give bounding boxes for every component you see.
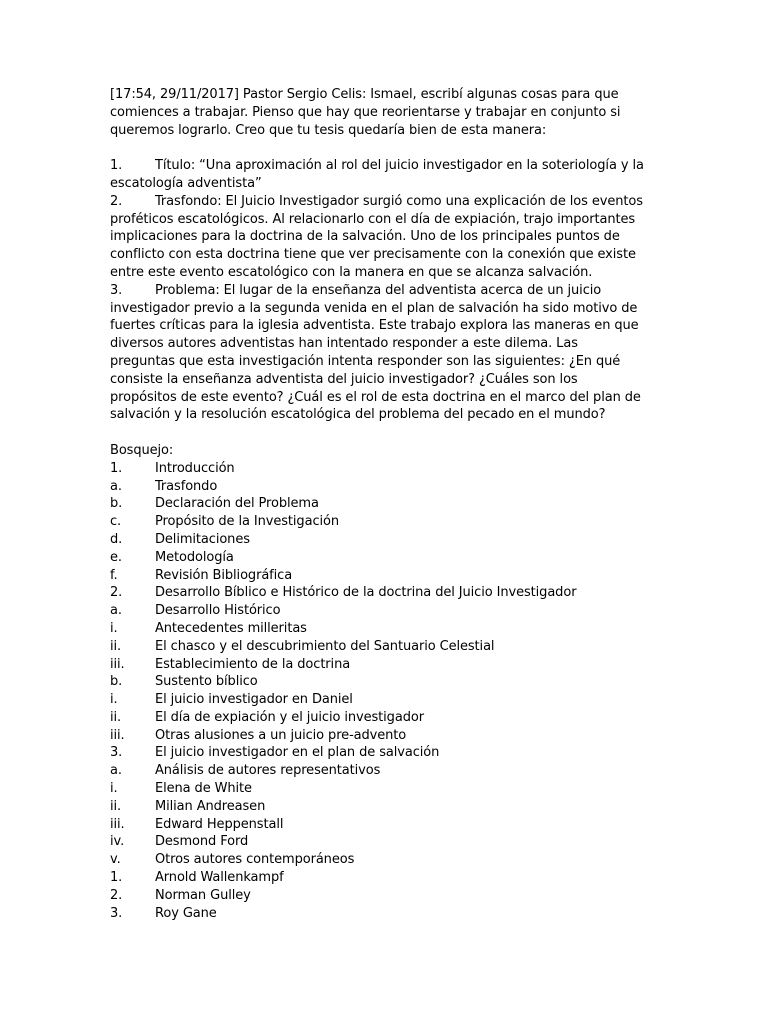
outline-item: [110, 727, 646, 745]
item-text: Título: “Una aproximación al rol del juicio investigador en la soteriología y la escatología adventista”: [110, 158, 644, 191]
outline-item: [110, 691, 646, 709]
item-text: Problema: El lugar de la enseñanza del adventista acerca de un juicio investigador previo a la segunda venida en el plan de salvación ha sido motivo de fuertes críticas para la iglesia adventista. Este trabajo explora las maneras en que diversos autores adventistas han intentado responder a este dilema. Las preguntas que esta investigación intenta responder son las siguientes: ¿En qué consiste la enseñanza adventista del juicio investigador? ¿Cuáles son los propósitos de este evento? ¿Cuál es el rol de esta doctrina en el marco del plan de salvación y la resolución escatológica del problema del pecado en el mundo?: [110, 282, 641, 423]
item-number: 2.: [110, 193, 123, 209]
outline-number: iii.: [110, 727, 125, 743]
outline-number: iv.: [110, 834, 125, 850]
outline-item: [110, 531, 646, 549]
outline-text: Otras alusiones a un juicio pre-advento: [155, 727, 407, 743]
outline-number: iii.: [110, 816, 125, 832]
outline-item: [110, 833, 646, 851]
outline-text: Metodología: [155, 549, 234, 565]
outline-number: b.: [110, 674, 123, 690]
outline-text: Establecimiento de la doctrina: [155, 656, 351, 672]
outline-heading: Bosquejo:: [110, 442, 174, 458]
outline-number: d.: [110, 531, 123, 547]
outline-number: c.: [110, 514, 122, 530]
outline-number: a.: [110, 763, 122, 779]
outline-text: Desarrollo Histórico: [155, 603, 281, 619]
outline-text: El día de expiación y el juicio investigador: [155, 709, 424, 725]
intro-paragraph: [17:54, 29/11/2017] Pastor Sergio Celis: Ismael, escribí algunas cosas para que comiences a trabajar. Pienso que hay que reorientarse y trabajar en conjunto si queremos lograrlo. Creo que tu tesis quedaría bien de esta manera:: [110, 87, 621, 138]
item-text: Trasfondo: El Juicio Investigador surgió como una explicación de los eventos proféticos escatológicos. Al relacionarlo con el día de expiación, trajo importantes implicaciones para la doctrina de la salvación. Uno de los principales puntos de conflicto con esta doctrina tiene que ver precisamente con la conexión que existe entre este evento escatológico con la manera en que se alcanza salvación.: [110, 193, 643, 280]
outline-item: [110, 744, 646, 762]
outline-number: a.: [110, 478, 122, 494]
outline-text: Desarrollo Bíblico e Histórico de la doctrina del Juicio Investigador: [155, 585, 577, 601]
outline-number: 1.: [110, 870, 123, 886]
outline-item: [110, 762, 646, 780]
outline-number: v.: [110, 852, 121, 868]
outline-item: [110, 887, 646, 905]
outline-item: [110, 567, 646, 585]
outline-item: [110, 851, 646, 869]
outline-text: Introducción: [155, 460, 235, 476]
outline-number: a.: [110, 603, 122, 619]
outline-text: El chasco y el descubrimiento del Santuario Celestial: [155, 638, 495, 654]
item-number: 1.: [110, 158, 123, 174]
outline-item: [110, 478, 646, 496]
outline-text: Edward Heppenstall: [155, 816, 284, 832]
outline-number: i.: [110, 620, 118, 636]
outline-item: [110, 584, 646, 602]
outline-text: Elena de White: [155, 781, 252, 797]
outline-text: Roy Gane: [155, 905, 217, 921]
outline-number: 3.: [110, 745, 123, 761]
outline-number: i.: [110, 692, 118, 708]
outline-text: Desmond Ford: [155, 834, 249, 850]
outline-item: [110, 709, 646, 727]
document-page: [110, 86, 646, 922]
outline-item: [110, 602, 646, 620]
outline-text: El juicio investigador en el plan de salvación: [155, 745, 440, 761]
outline-item: [110, 656, 646, 674]
outline-number: ii.: [110, 798, 122, 814]
outline-item: [110, 905, 646, 923]
outline-text: Antecedentes milleritas: [155, 620, 307, 636]
outline-number: e.: [110, 549, 122, 565]
spacer: [110, 139, 646, 157]
outline-text: Análisis de autores representativos: [155, 763, 381, 779]
outline-number: 2.: [110, 585, 123, 601]
outline-text: Declaración del Problema: [155, 496, 319, 512]
outline-number: 2.: [110, 887, 123, 903]
outline-text: Propósito de la Investigación: [155, 514, 340, 530]
outline-list: [110, 460, 646, 923]
outline-text: Milian Andreasen: [155, 798, 266, 814]
outline-number: iii.: [110, 656, 125, 672]
outline-number: ii.: [110, 638, 122, 654]
outline-number: ii.: [110, 709, 122, 725]
outline-text: Revisión Bibliográfica: [155, 567, 293, 583]
outline-item: [110, 798, 646, 816]
numbered-item-problem: [110, 282, 646, 424]
outline-text: Trasfondo: [155, 478, 218, 494]
outline-text: Norman Gulley: [155, 887, 251, 903]
outline-item: [110, 638, 646, 656]
outline-number: b.: [110, 496, 123, 512]
outline-number: f.: [110, 567, 118, 583]
outline-text: El juicio investigador en Daniel: [155, 692, 353, 708]
outline-item: [110, 869, 646, 887]
outline-item: [110, 780, 646, 798]
outline-text: Otros autores contemporáneos: [155, 852, 355, 868]
outline-item: [110, 620, 646, 638]
spacer: [110, 424, 646, 442]
numbered-item-title: [110, 157, 646, 193]
outline-text: Arnold Wallenkampf: [155, 870, 284, 886]
outline-number: 3.: [110, 905, 123, 921]
outline-item: [110, 513, 646, 531]
outline-text: Delimitaciones: [155, 531, 250, 547]
numbered-item-background: [110, 193, 646, 282]
outline-text: Sustento bíblico: [155, 674, 258, 690]
outline-number: i.: [110, 781, 118, 797]
outline-item: [110, 460, 646, 478]
outline-number: 1.: [110, 460, 123, 476]
outline-item: [110, 673, 646, 691]
outline-item: [110, 816, 646, 834]
outline-item: [110, 495, 646, 513]
outline-item: [110, 549, 646, 567]
item-number: 3.: [110, 282, 123, 298]
